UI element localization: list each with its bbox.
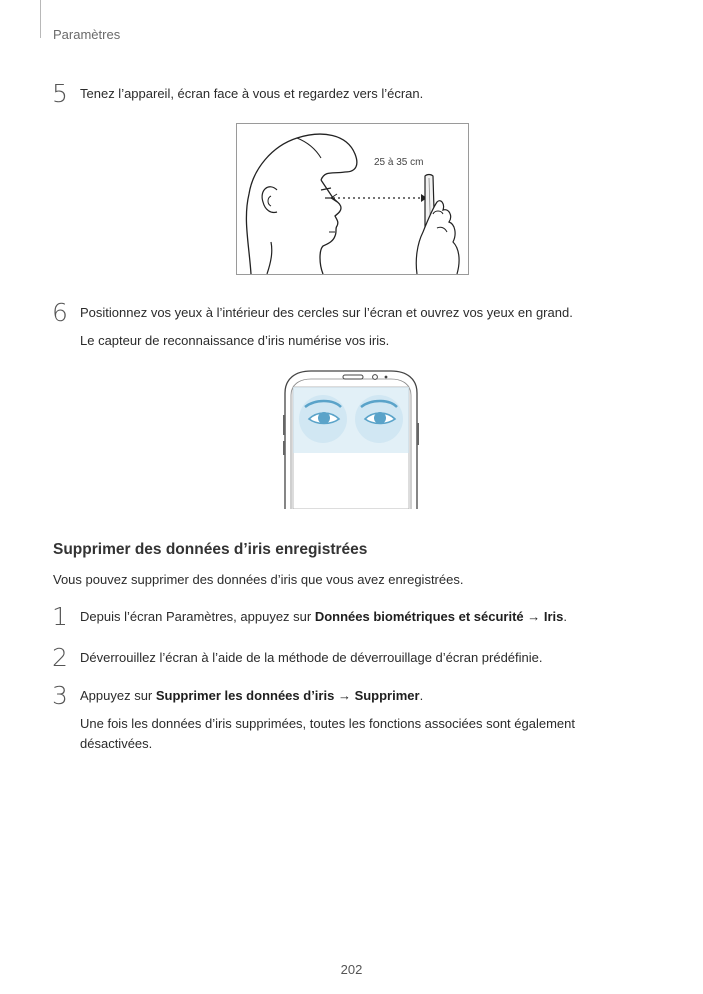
figure-phone-iris-scan <box>283 369 419 509</box>
step-1-prefix: Depuis l’écran Paramètres, appuyez sur <box>80 609 315 624</box>
step-2-text: Déverrouillez l’écran à l’aide de la méthode de déverrouillage d’écran prédéfinie. <box>80 650 543 665</box>
step-1-number: 1 <box>52 602 68 631</box>
step-6-number: 6 <box>52 298 68 327</box>
step-3-note-line-2: désactivées. <box>80 736 153 751</box>
step-5-text: Tenez l’appareil, écran face à vous et regardez vers l’écran. <box>80 86 424 101</box>
figure-face-distance <box>236 123 469 275</box>
step-3-prefix: Appuyez sur <box>80 688 156 703</box>
step-3-suffix: . <box>419 688 424 703</box>
step-1-menu-iris: Iris <box>543 609 564 624</box>
step-2-number: 2 <box>52 643 68 672</box>
step-1-text <box>80 608 640 626</box>
step-3-note-line-1: Une fois les données d’iris supprimées, toutes les fonctions associées sont également <box>80 716 575 731</box>
step-3-menu-delete-iris: Supprimer les données d’iris <box>155 688 335 703</box>
step-1-menu-biometrics: Données biométriques et sécurité <box>314 609 524 624</box>
header-rule <box>40 0 41 38</box>
step-3-number: 3 <box>52 681 68 710</box>
phone-iris-illustration <box>283 369 419 509</box>
distance-label: 25 à 35 cm <box>374 157 424 168</box>
section-title: Supprimer des données d’iris enregistrées <box>53 541 368 558</box>
step-3-arrow: → <box>334 688 355 703</box>
page-number: 202 <box>340 962 363 977</box>
step-3-text <box>80 687 640 705</box>
step-1-arrow: → <box>523 609 544 624</box>
section-intro: Vous pouvez supprimer des données d’iris que vous avez enregistrées. <box>53 572 464 587</box>
step-5-number: 5 <box>52 79 68 108</box>
face-phone-illustration <box>237 124 468 274</box>
step-6-note: Le capteur de reconnaissance d’iris numérise vos iris. <box>80 333 390 348</box>
step-3-menu-delete: Supprimer <box>354 688 420 703</box>
step-6-text: Positionnez vos yeux à l’intérieur des cercles sur l’écran et ouvrez vos yeux en grand. <box>80 305 573 320</box>
page-header-title: Paramètres <box>53 27 121 42</box>
step-1-suffix: . <box>563 609 567 624</box>
